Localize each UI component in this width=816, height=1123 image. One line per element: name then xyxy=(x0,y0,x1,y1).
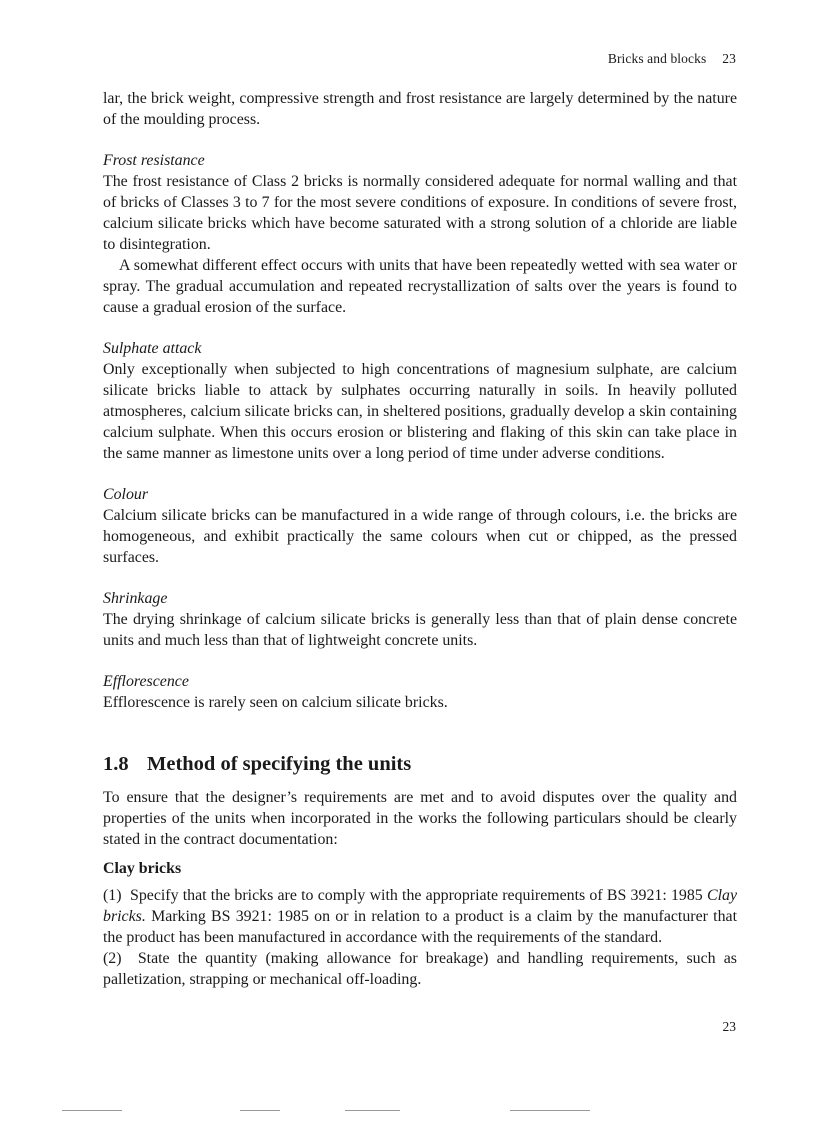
list-item-1-label: (1) xyxy=(103,887,122,904)
running-head xyxy=(608,51,736,67)
efflorescence-section xyxy=(103,671,737,713)
section-intro-paragraph: To ensure that the designer’s requirements are met and to avoid disputes over the quality and properties of the units when incorporated in the works the following particulars should be clearly stated in the contract documentation: xyxy=(103,789,737,848)
list-item-1-text-before: Specify that the bricks are to comply with the appropriate requirements of BS 3921: 1985 xyxy=(129,887,703,904)
scan-artifact-line xyxy=(510,1110,590,1111)
shrinkage-heading: Shrinkage xyxy=(103,590,168,607)
shrinkage-paragraph: The drying shrinkage of calcium silicate bricks is generally less than that of plain dense concrete units and much less than that of lightweight concrete units. xyxy=(103,611,737,649)
sulphate-attack-section xyxy=(103,338,737,464)
scan-artifact-line xyxy=(62,1110,122,1111)
intro-block xyxy=(103,88,737,130)
section-number: 1.8 xyxy=(103,753,129,775)
frost-resistance-heading: Frost resistance xyxy=(103,152,205,169)
efflorescence-paragraph: Efflorescence is rarely seen on calcium silicate bricks. xyxy=(103,694,448,711)
frost-resistance-section xyxy=(103,150,737,318)
efflorescence-heading: Efflorescence xyxy=(103,673,189,690)
running-head-page-number: 23 xyxy=(722,51,736,66)
list-item-2-label: (2) xyxy=(103,950,122,967)
sulphate-attack-heading: Sulphate attack xyxy=(103,340,202,357)
frost-resistance-paragraph-1: The frost resistance of Class 2 bricks is normally considered adequate for normal walling and that of bricks of Classes 3 to 7 for the most severe conditions of exposure. In conditions of severe frost, calcium silicate bricks which have become saturated with a strong solution of a chloride are liable to disintegration. xyxy=(103,173,737,253)
list-item-2 xyxy=(103,948,737,990)
section-title: Method of specifying the units xyxy=(147,753,412,775)
colour-heading: Colour xyxy=(103,486,149,503)
scan-artifact-line xyxy=(240,1110,280,1111)
folio-page-number: 23 xyxy=(722,1019,736,1034)
list-item-1-text-after: Marking BS 3921: 1985 on or in relation to a product is a claim by the manufacturer that the product has been manufactured in accordance with the requirements of the standard. xyxy=(103,908,737,946)
page-body xyxy=(103,88,737,990)
list-item-1-standard-title: Clay bricks. xyxy=(103,887,737,925)
frost-resistance-paragraph-2: A somewhat different effect occurs with units that have been repeatedly wetted with sea water or spray. The gradual accumulation and repeated recrystallization of salts over the years is found to cause a gradual erosion of the surface. xyxy=(103,257,737,316)
shrinkage-section xyxy=(103,588,737,651)
sulphate-attack-paragraph: Only exceptionally when subjected to high concentrations of magnesium sulphate, are calcium silicate bricks liable to attack by sulphates occurring naturally in soils. In heavily polluted atmospheres, calcium silicate bricks can, in sheltered positions, gradually develop a skin containing calcium sulphate. When this occurs erosion or blistering and flaking of this skin can take place in the same manner as limestone units over a long period of time under adverse conditions. xyxy=(103,361,737,462)
list-item-2-text: State the quantity (making allowance for breakage) and handling requirements, such as palletization, strapping or mechanical off-loading. xyxy=(103,950,737,988)
colour-section xyxy=(103,484,737,568)
clay-bricks-heading: Clay bricks xyxy=(103,860,182,877)
intro-paragraph: lar, the brick weight, compressive strength and frost resistance are largely determined by the nature of the moulding process. xyxy=(103,90,737,128)
section-heading xyxy=(103,752,737,776)
colour-paragraph: Calcium silicate bricks can be manufactured in a wide range of through colours, i.e. the bricks are homogeneous, and exhibit practically the same colours when cut or chipped, as the pressed surfaces. xyxy=(103,507,737,566)
scan-artifact-line xyxy=(345,1110,400,1111)
list-item-1 xyxy=(103,885,737,948)
running-head-title: Bricks and blocks xyxy=(607,51,707,66)
